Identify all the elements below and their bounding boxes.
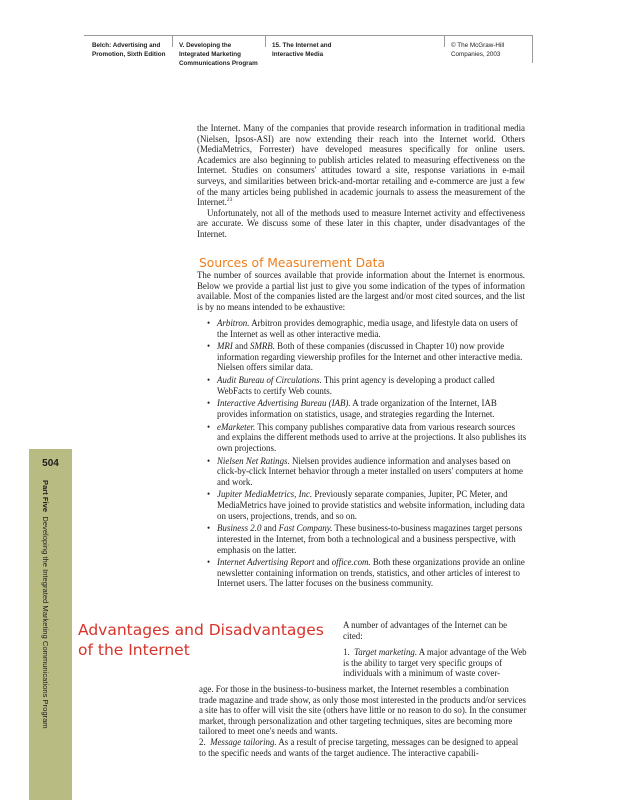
list-item: • eMarketer. This company publishes comparative data from various research sources and explains the different methods used to arrive at the projections. It also publishes its own projections.	[207, 421, 527, 453]
header-part-title: V. Developing the Integrated Marketing Communications Program	[179, 42, 258, 67]
header-book-title: Belch: Advertising and Promotion, Sixth Edition	[92, 42, 166, 58]
sources-list	[207, 318, 527, 591]
page-number: 504	[42, 458, 59, 469]
advantages-right-column	[343, 620, 527, 679]
header-rule	[84, 35, 532, 36]
advantage-item: 2. Message tailoring. As a result of precise targeting, messages can be designed to appeal to the specific needs and wants of the target audience. The interactive capabili-	[199, 736, 519, 758]
header-divider	[172, 35, 173, 47]
list-item: • Nielsen Net Ratings. Nielsen provides audience information and analyses based on click-by-click Internet behavior through a meter installed on users' computers at home and work.	[207, 455, 523, 487]
list-item: • Arbitron. Arbitron provides demographic, media usage, and lifestyle data on users of the Internet as well as other interactive media.	[207, 318, 518, 339]
footnote-ref: 23	[226, 197, 233, 204]
list-item: • Interactive Advertising Bureau (IAB). A trade organization of the Internet, IAB provides information on statistics, usage, and strategies regarding the Internet.	[207, 398, 497, 420]
advantages-lead: A number of advantages of the Internet can be cited:	[343, 620, 508, 641]
sidebar-tab	[29, 449, 72, 800]
header-divider	[265, 35, 266, 47]
header-chapter-title: 15. The Internet and Interactive Media	[272, 42, 332, 58]
header-copyright: © The McGraw-Hill Companies, 2003	[451, 42, 505, 58]
intro-paragraph: the Internet. Many of the companies that provide research information in traditional media (Nielsen, Ipsos-ASI) are now extending their reach into the Internet world. Others (MediaMetrics, Forrester) have developed measures specifically for online users. Academics are also beginning to publish articles related to measuring effectiveness on the Internet. Studies on consumers' attitudes toward a site, response variations in e-mail surveys, and similarities between brick-and-mortar retailing and e-commerce are just a few of the many articles being published in academic journals to assess the measurement of the Internet.$^{23}$	[197, 123, 525, 208]
list-item: • Internet Advertising Report and office.com. Both these organizations provide an online newsletter containing information on trends, statistics, and other articles of interest to Internet users. The latter focuses on the business community.	[207, 557, 525, 589]
section-heading: Sources of Measurement Data	[199, 256, 386, 270]
main-heading: Advantages and Disadvantages of the Internet	[78, 621, 324, 659]
intro-paragraph: Unfortunately, not all of the methods used to measure Internet activity and effectiveness are accurate. We discuss some of these later in this chapter, under disadvantages of the Internet.	[197, 207, 525, 239]
intro-text	[197, 123, 525, 240]
advantage-item-continued: age. For those in the business-to-business market, the Internet resembles a combination trade magazine and trade show, as only those most interested in the products and/or services a site has to offer will visit the site (others have little or no reason to do so). In the consumer market, through personalization and other targeting techniques, sites are becoming more tailored to meet one's needs and wants.	[199, 684, 527, 737]
list-item: • Jupiter MediaMetrics, Inc. Previously separate companies, Jupiter, PC Meter, and MediaMetrics have joined to provide statistics and website information, including data on users, projections, trends, and so on.	[207, 489, 525, 521]
list-item: • MRI and SMRB. Both of these companies (discussed in Chapter 10) now provide information regarding viewership profiles for the Internet and other interactive media. Nielsen offers similar data.	[207, 341, 523, 373]
sources-intro: The number of sources available that provide information about the Internet is enormous. Below we provide a partial list just to give you some indication of the types of information available. Most of the companies listed are the largest and/or most cited sources, and the list is by no means intended to be exhaustive:	[197, 270, 525, 312]
advantages-body	[199, 684, 527, 758]
sidebar-part-label: Part Five Developing the Integrated Marketing Communications Program	[41, 480, 50, 729]
header-divider	[532, 35, 533, 63]
header-divider	[444, 35, 445, 47]
advantage-item: 1. Target marketing. A major advantage of the Web is the ability to target very specific groups of individuals with a minimum of waste cover-	[343, 647, 527, 679]
list-item: • Audit Bureau of Circulations. This print agency is developing a product called WebFacts to certify Web counts.	[207, 375, 495, 396]
list-item: • Business 2.0 and Fast Company. These business-to-business magazines target persons interested in the Internet, from both a technological and a business perspective, with emphasis on the latter.	[207, 523, 523, 555]
